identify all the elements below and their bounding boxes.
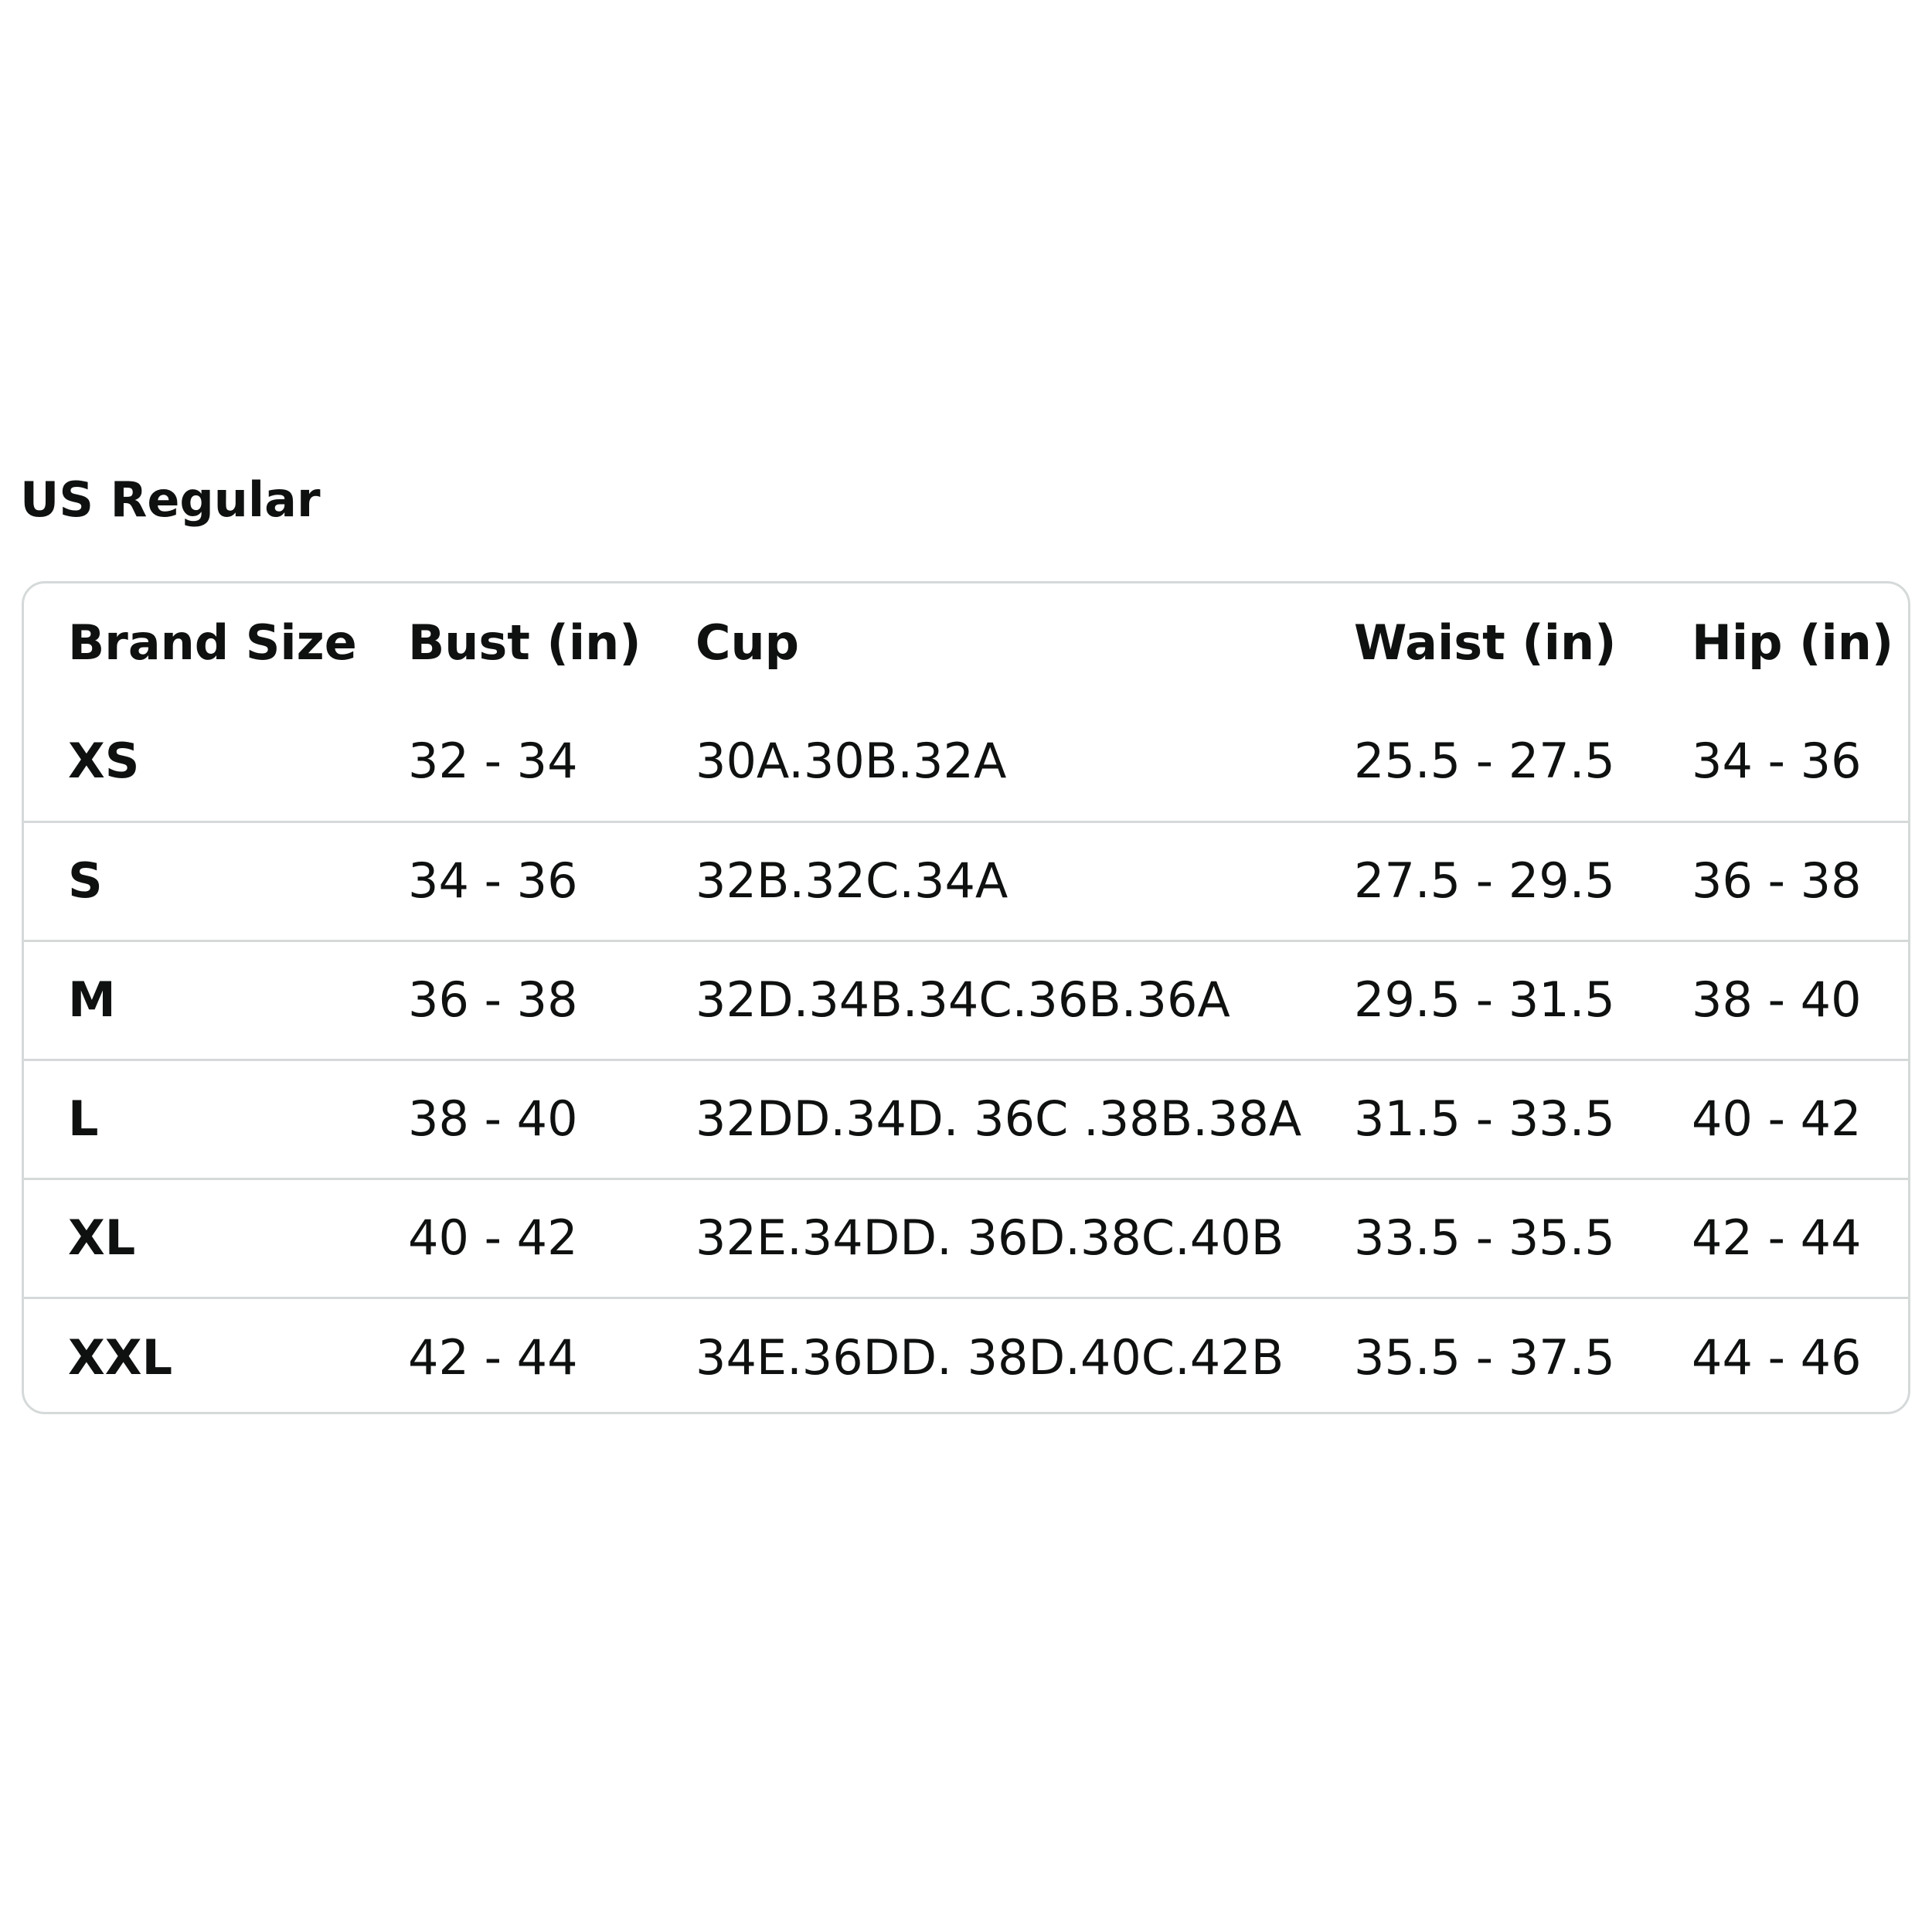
brand-size-cell: XXL — [24, 1298, 364, 1414]
bust-cell: 32 - 34 — [408, 733, 578, 790]
bust-cell: 36 - 38 — [364, 940, 651, 1060]
hip-cell: 36 - 38 — [1648, 821, 1910, 940]
bust-cell: 34 - 36 — [364, 821, 651, 940]
bust-cell: 38 - 40 — [364, 1060, 651, 1179]
brand-size-cell: XL — [24, 1179, 364, 1298]
cup-cell: 34E.36DD. 38D.40C.42B — [651, 1298, 1310, 1414]
table-row — [24, 821, 1910, 940]
cup-cell: 32E.34DD. 36D.38C.40B — [651, 1179, 1310, 1298]
hip-cell: 34 - 36 — [1692, 733, 1862, 790]
column-header-waist: Waist (in) — [1354, 614, 1617, 671]
brand-size-cell: M — [24, 940, 364, 1060]
waist-cell: 27.5 - 29.5 — [1310, 821, 1648, 940]
column-header-brand-size: Brand Size — [68, 614, 357, 671]
waist-cell: 25.5 - 27.5 — [1354, 733, 1615, 790]
size-chart-table-container — [22, 581, 1910, 1414]
section-title: US Regular — [20, 471, 321, 528]
column-header-hip: Hip (in) — [1692, 614, 1894, 671]
brand-size-cell: XS — [68, 733, 140, 790]
waist-cell: 31.5 - 33.5 — [1310, 1060, 1648, 1179]
hip-cell: 38 - 40 — [1648, 940, 1910, 1060]
hip-cell: 40 - 42 — [1648, 1060, 1910, 1179]
table-row — [24, 1179, 1910, 1298]
brand-size-cell: S — [24, 821, 364, 940]
bust-cell: 40 - 42 — [364, 1179, 651, 1298]
waist-cell: 29.5 - 31.5 — [1310, 940, 1648, 1060]
hip-cell: 44 - 46 — [1648, 1298, 1910, 1414]
size-chart-table — [24, 583, 1910, 1414]
brand-size-cell: L — [24, 1060, 364, 1179]
column-header-bust: Bust (in) — [408, 614, 641, 671]
table-row — [24, 940, 1910, 1060]
table-row — [24, 1060, 1910, 1179]
cup-cell: 32D.34B.34C.36B.36A — [651, 940, 1310, 1060]
hip-cell: 42 - 44 — [1648, 1179, 1910, 1298]
column-header-cup: Cup — [696, 614, 800, 671]
cup-cell: 32B.32C.34A — [651, 821, 1310, 940]
bust-cell: 42 - 44 — [364, 1298, 651, 1414]
waist-cell: 35.5 - 37.5 — [1310, 1298, 1648, 1414]
table-header-row — [24, 583, 1910, 702]
cup-cell: 30A.30B.32A — [696, 733, 1007, 790]
waist-cell: 33.5 - 35.5 — [1310, 1179, 1648, 1298]
cup-cell: 32DD.34D. 36C .38B.38A — [651, 1060, 1310, 1179]
table-row — [24, 1298, 1910, 1414]
table-row — [24, 702, 1910, 821]
